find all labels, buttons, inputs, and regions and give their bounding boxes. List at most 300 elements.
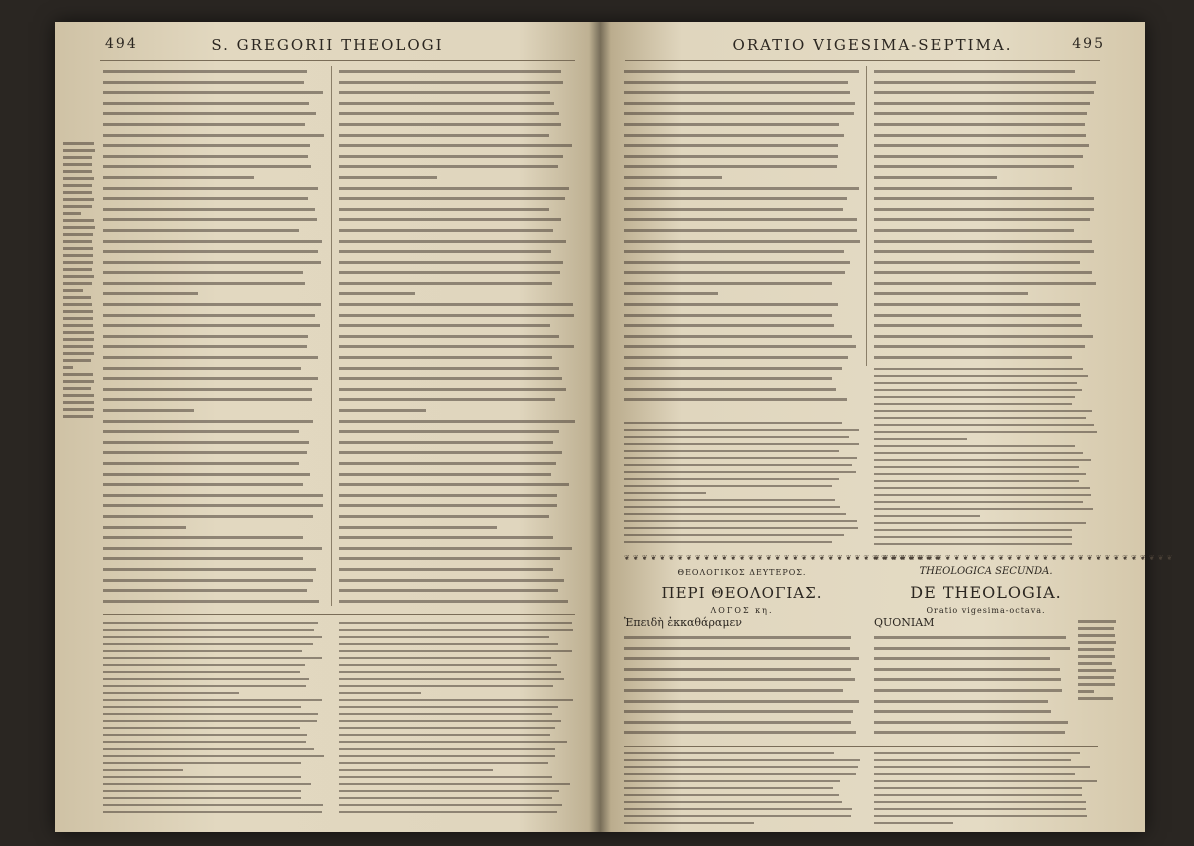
text-line <box>339 479 575 490</box>
text-line <box>624 288 860 299</box>
text-line <box>624 764 860 771</box>
text-line <box>339 426 575 437</box>
text-line <box>103 394 325 405</box>
greek-ornament-band: ❦❦❦❦❦❦❦❦❦❦❦❦❦❦❦❦❦❦❦❦❦❦❦❦❦❦❦❦❦❦❦❦❦❦❦❦ <box>624 554 944 562</box>
text-line <box>103 66 325 77</box>
text-line <box>624 717 860 728</box>
text-line <box>874 771 1098 778</box>
text-line <box>624 525 860 532</box>
text-line <box>339 500 575 511</box>
text-line <box>63 385 99 392</box>
text-line <box>339 704 575 711</box>
text-line <box>63 196 99 203</box>
text-line <box>63 350 99 357</box>
latin-opening-word: QUONIAM <box>874 616 935 629</box>
text-line <box>874 429 1098 436</box>
text-line <box>339 288 575 299</box>
text-line <box>624 504 860 511</box>
text-line <box>624 320 860 331</box>
text-line <box>624 820 860 827</box>
text-line <box>1078 646 1118 653</box>
text-line <box>874 757 1098 764</box>
text-line <box>339 130 575 141</box>
text-line <box>103 690 325 697</box>
text-line <box>63 357 99 364</box>
text-line <box>339 655 575 662</box>
text-line <box>624 87 860 98</box>
text-line <box>339 236 575 247</box>
text-line <box>339 760 575 767</box>
text-line <box>339 310 575 321</box>
text-line <box>63 175 99 182</box>
text-line <box>103 753 325 760</box>
text-line <box>103 299 325 310</box>
text-line <box>103 774 325 781</box>
text-line <box>624 813 860 820</box>
text-line <box>339 575 575 586</box>
text-line <box>874 352 1098 363</box>
text-line <box>103 320 325 331</box>
greek-column-left <box>339 66 575 606</box>
text-line <box>624 539 860 546</box>
text-line <box>874 299 1098 310</box>
text-line <box>103 384 325 395</box>
text-line <box>339 267 575 278</box>
text-line <box>339 119 575 130</box>
text-line <box>624 130 860 141</box>
right-running-head: ORATIO VIGESIMA-SEPTIMA. <box>732 36 1013 54</box>
text-line <box>624 785 860 792</box>
latin-ornament-band: ❦❦❦❦❦❦❦❦❦❦❦❦❦❦❦❦❦❦❦❦❦❦❦❦❦❦❦❦❦❦❦❦❦❦ <box>874 554 1176 562</box>
text-line <box>103 447 325 458</box>
greek-subheading: ΛΟΓΟΣ κη. <box>710 606 774 615</box>
text-line <box>339 732 575 739</box>
text-line <box>103 310 325 321</box>
text-line <box>624 674 860 685</box>
text-line <box>874 373 1098 380</box>
text-line <box>339 151 575 162</box>
text-line <box>339 204 575 215</box>
text-line <box>874 267 1098 278</box>
text-line <box>874 764 1098 771</box>
text-line <box>874 653 1070 664</box>
text-line <box>339 363 575 374</box>
text-line <box>874 151 1098 162</box>
text-line <box>63 168 99 175</box>
right-bottom-footnotes-a-lines <box>624 750 860 827</box>
text-line <box>624 384 860 395</box>
greek-opening-text <box>624 618 860 738</box>
text-line <box>874 320 1098 331</box>
text-line <box>339 683 575 690</box>
text-line <box>624 98 860 109</box>
left-header-rule <box>100 60 575 61</box>
text-line <box>103 246 325 257</box>
text-line <box>339 193 575 204</box>
text-line <box>874 492 1098 499</box>
text-line <box>103 596 325 607</box>
text-line <box>63 315 99 322</box>
text-line <box>103 697 325 704</box>
text-line <box>624 476 860 483</box>
book-gutter-shadow <box>589 22 611 832</box>
right-running-header <box>600 36 1145 58</box>
greek-column-left-lines <box>339 66 575 606</box>
text-line <box>339 648 575 655</box>
text-line <box>874 632 1070 643</box>
left-footnotes-a-lines <box>103 620 325 816</box>
text-line <box>874 471 1098 478</box>
text-line <box>63 406 99 413</box>
text-line <box>103 183 325 194</box>
text-line <box>339 634 575 641</box>
text-line <box>874 108 1098 119</box>
left-margin-lines <box>63 140 99 420</box>
text-line <box>63 280 99 287</box>
latin-heading: DE THEOLOGIA. <box>910 583 1062 602</box>
left-column-divider <box>331 66 332 606</box>
text-line <box>103 363 325 374</box>
text-line <box>624 341 860 352</box>
right-column-divider-top <box>866 66 867 366</box>
text-line <box>63 329 99 336</box>
text-line <box>103 437 325 448</box>
text-line <box>339 341 575 352</box>
text-line <box>874 520 1098 527</box>
right-page <box>600 22 1176 832</box>
text-line <box>624 448 860 455</box>
text-line <box>339 690 575 697</box>
text-line <box>624 632 860 643</box>
text-line <box>339 788 575 795</box>
right-page-number: 495 <box>1072 36 1105 52</box>
text-line <box>103 214 325 225</box>
text-line <box>103 119 325 130</box>
text-line <box>103 732 325 739</box>
text-line <box>63 147 99 154</box>
text-line <box>874 204 1098 215</box>
text-line <box>103 373 325 384</box>
text-line <box>624 373 860 384</box>
left-page <box>55 22 600 832</box>
text-line <box>339 767 575 774</box>
text-line <box>63 203 99 210</box>
text-line <box>624 799 860 806</box>
text-line <box>103 522 325 533</box>
text-line <box>874 408 1098 415</box>
text-line <box>874 380 1098 387</box>
right-margin-notes <box>1078 618 1118 702</box>
text-line <box>103 87 325 98</box>
right-footnotes-b-lines <box>874 366 1098 548</box>
text-line <box>103 267 325 278</box>
text-line <box>624 66 860 77</box>
left-running-header <box>55 36 600 58</box>
text-line <box>1078 674 1118 681</box>
right-bottom-footnotes-b-lines <box>874 750 1098 827</box>
text-line <box>624 685 860 696</box>
text-line <box>63 336 99 343</box>
text-line <box>103 225 325 236</box>
text-line <box>103 416 325 427</box>
text-line <box>339 662 575 669</box>
text-line <box>339 620 575 627</box>
text-line <box>103 795 325 802</box>
text-line <box>339 725 575 732</box>
text-line <box>624 750 860 757</box>
text-line <box>624 214 860 225</box>
text-line <box>339 532 575 543</box>
text-line <box>874 394 1098 401</box>
text-line <box>103 490 325 501</box>
text-line <box>339 98 575 109</box>
text-line <box>874 214 1098 225</box>
text-line <box>624 653 860 664</box>
text-line <box>874 785 1098 792</box>
text-line <box>339 739 575 746</box>
book-spread <box>55 22 1176 832</box>
text-line <box>103 553 325 564</box>
text-line <box>874 799 1098 806</box>
text-line <box>103 278 325 289</box>
text-line <box>339 802 575 809</box>
latin-subheading: Oratio vigesima-octava. <box>926 606 1046 615</box>
text-line <box>874 288 1098 299</box>
text-line <box>103 108 325 119</box>
text-line <box>874 457 1098 464</box>
greek-opening-lines <box>624 632 860 738</box>
text-line <box>874 727 1070 738</box>
text-line <box>63 273 99 280</box>
text-line <box>103 331 325 342</box>
text-line <box>874 140 1098 151</box>
text-line <box>1078 653 1118 660</box>
text-line <box>624 490 860 497</box>
text-line <box>624 778 860 785</box>
text-line <box>624 161 860 172</box>
text-line <box>874 366 1098 373</box>
text-line <box>339 66 575 77</box>
text-line <box>103 767 325 774</box>
text-line <box>339 172 575 183</box>
text-line <box>339 183 575 194</box>
text-line <box>874 87 1098 98</box>
text-line <box>63 238 99 245</box>
text-line <box>103 236 325 247</box>
text-line <box>624 483 860 490</box>
text-line <box>624 497 860 504</box>
text-line <box>624 119 860 130</box>
text-line <box>624 757 860 764</box>
text-line <box>874 485 1098 492</box>
text-line <box>874 513 1098 520</box>
text-line <box>103 788 325 795</box>
text-line <box>103 204 325 215</box>
text-line <box>103 77 325 88</box>
text-line <box>874 172 1098 183</box>
text-line <box>874 443 1098 450</box>
text-line <box>339 331 575 342</box>
text-line <box>624 462 860 469</box>
text-line <box>1078 632 1118 639</box>
text-line <box>103 352 325 363</box>
text-line <box>63 189 99 196</box>
text-line <box>624 441 860 448</box>
text-line <box>874 806 1098 813</box>
text-line <box>874 278 1098 289</box>
text-line <box>1078 639 1118 646</box>
text-line <box>874 98 1098 109</box>
text-line <box>103 627 325 634</box>
right-footnotes-b <box>874 366 1098 548</box>
text-line <box>339 352 575 363</box>
right-footnotes-a-lines <box>624 420 860 546</box>
text-line <box>63 266 99 273</box>
text-line <box>874 750 1098 757</box>
text-line <box>339 405 575 416</box>
greek-opening-word: Ἐπειδὴ ἐκκαθάραμεν <box>624 616 742 629</box>
text-line <box>874 499 1098 506</box>
text-line <box>624 225 860 236</box>
text-line <box>103 704 325 711</box>
text-line <box>63 140 99 147</box>
text-line <box>874 506 1098 513</box>
text-line <box>624 664 860 675</box>
left-margin-notes <box>63 140 99 420</box>
text-line <box>103 479 325 490</box>
text-line <box>339 257 575 268</box>
text-line <box>339 746 575 753</box>
text-line <box>1078 688 1118 695</box>
text-line <box>63 322 99 329</box>
text-line <box>103 676 325 683</box>
left-footnote-rule <box>103 614 575 615</box>
text-line <box>63 224 99 231</box>
text-line <box>874 331 1098 342</box>
text-line <box>1078 667 1118 674</box>
text-line <box>63 399 99 406</box>
text-line <box>103 683 325 690</box>
text-line <box>624 511 860 518</box>
text-line <box>103 543 325 554</box>
text-line <box>103 98 325 109</box>
text-line <box>624 363 860 374</box>
text-line <box>103 620 325 627</box>
text-line <box>874 527 1098 534</box>
text-line <box>624 792 860 799</box>
text-line <box>63 161 99 168</box>
text-line <box>63 343 99 350</box>
text-line <box>103 469 325 480</box>
left-footnotes-b-lines <box>339 620 575 816</box>
text-line <box>874 130 1098 141</box>
text-line <box>874 310 1098 321</box>
right-bottom-footnotes-b <box>874 750 1098 827</box>
text-line <box>339 627 575 634</box>
text-line <box>339 87 575 98</box>
text-line <box>1078 618 1118 625</box>
text-line <box>63 308 99 315</box>
greek-column-right <box>624 66 860 405</box>
text-line <box>624 299 860 310</box>
text-line <box>624 310 860 321</box>
text-line <box>874 415 1098 422</box>
text-line <box>103 341 325 352</box>
text-line <box>339 490 575 501</box>
text-line <box>103 161 325 172</box>
text-line <box>63 371 99 378</box>
text-line <box>624 236 860 247</box>
text-line <box>874 246 1098 257</box>
text-line <box>624 140 860 151</box>
text-line <box>874 66 1098 77</box>
latin-column-right <box>874 66 1098 363</box>
text-line <box>339 676 575 683</box>
text-line <box>624 532 860 539</box>
text-line <box>339 246 575 257</box>
text-line <box>874 225 1098 236</box>
text-line <box>339 458 575 469</box>
text-line <box>103 458 325 469</box>
text-line <box>624 352 860 363</box>
text-line <box>339 437 575 448</box>
text-line <box>339 320 575 331</box>
text-line <box>103 500 325 511</box>
text-line <box>624 455 860 462</box>
text-line <box>103 511 325 522</box>
text-line <box>874 778 1098 785</box>
text-line <box>63 182 99 189</box>
latin-section-title: THEOLOGICA SECUNDA. <box>919 566 1053 577</box>
right-header-rule <box>625 60 1100 61</box>
text-line <box>339 384 575 395</box>
text-line <box>103 257 325 268</box>
text-line <box>103 575 325 586</box>
text-line <box>624 267 860 278</box>
greek-heading: ΠΕΡΙ ΘΕΟΛΟΓΙΑΣ. <box>661 584 823 602</box>
text-line <box>874 387 1098 394</box>
text-line <box>103 662 325 669</box>
text-line <box>103 725 325 732</box>
text-line <box>624 193 860 204</box>
text-line <box>624 331 860 342</box>
text-line <box>63 245 99 252</box>
text-line <box>103 151 325 162</box>
text-line <box>339 469 575 480</box>
text-line <box>63 378 99 385</box>
text-line <box>103 648 325 655</box>
text-line <box>874 534 1098 541</box>
text-line <box>624 172 860 183</box>
text-line <box>874 674 1070 685</box>
text-line <box>624 806 860 813</box>
text-line <box>63 231 99 238</box>
right-bottom-footnotes-a <box>624 750 860 827</box>
text-line <box>103 746 325 753</box>
latin-opening-text <box>874 618 1070 738</box>
text-line <box>874 436 1098 443</box>
text-line <box>103 781 325 788</box>
text-line <box>103 130 325 141</box>
text-line <box>874 664 1070 675</box>
text-line <box>339 809 575 816</box>
text-line <box>103 585 325 596</box>
text-line <box>624 469 860 476</box>
text-line <box>339 585 575 596</box>
text-line <box>624 246 860 257</box>
text-line <box>624 257 860 268</box>
text-line <box>339 214 575 225</box>
